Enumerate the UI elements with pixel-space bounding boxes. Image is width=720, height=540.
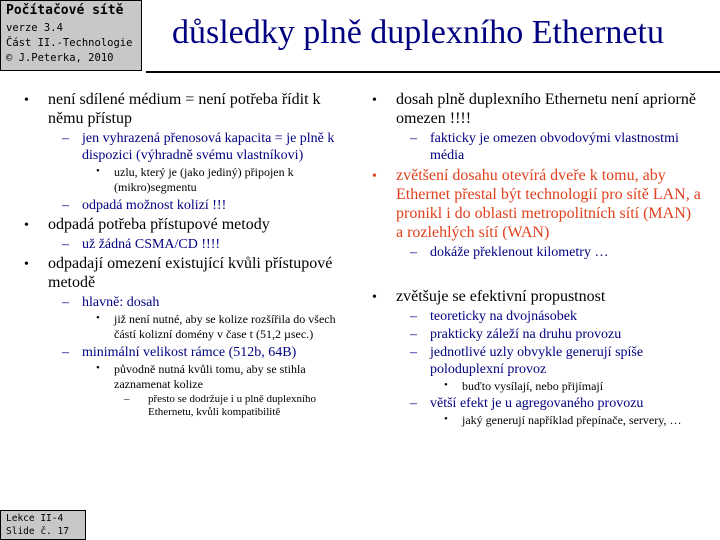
bullet-text: větší efekt je u agregovaného provozu xyxy=(430,396,644,411)
bullet-dash: – xyxy=(410,309,417,324)
list-item xyxy=(24,90,360,128)
part-label: Část II.-Technologie xyxy=(6,37,133,49)
list-item xyxy=(372,244,702,261)
bullet-dot: • xyxy=(444,413,448,425)
list-item xyxy=(372,90,702,128)
bullet-text: odpadají omezení existující kvůli přístupové metodě xyxy=(48,255,333,291)
list-item xyxy=(372,308,702,325)
bullet-dot: • xyxy=(372,290,377,305)
bullet-text: není sdílené médium = není potřeba řídit k němu přístup xyxy=(48,91,321,127)
bullet-dot: • xyxy=(96,165,100,177)
list-item xyxy=(24,312,360,342)
list-item xyxy=(24,165,360,195)
bullet-text: přesto se dodržuje i u plně duplexního Ethernetu, kvůli kompatibilitě xyxy=(148,393,317,418)
bullet-text: hlavně: dosah xyxy=(82,295,160,310)
bullet-text: již není nutné, aby se kolize rozšířila do všech částí kolizní domény v čase t (51,2 µsec.) xyxy=(114,312,336,341)
bullet-dash: – xyxy=(62,198,69,213)
list-item xyxy=(24,236,360,253)
list-item xyxy=(24,197,360,214)
bullet-dash: – xyxy=(410,131,417,146)
bullet-text: odpadá potřeba přístupové metody xyxy=(48,216,270,233)
list-item xyxy=(24,362,360,392)
bullet-dot: • xyxy=(372,93,377,108)
slide-title: důsledky plně duplexního Ethernetu xyxy=(172,14,664,51)
bullet-dot: • xyxy=(24,93,29,108)
bullet-text: jaký generují například přepínače, servery, … xyxy=(462,413,682,427)
list-item xyxy=(372,287,702,306)
list-item xyxy=(24,215,360,234)
slide-number: Slide č. 17 xyxy=(6,526,69,537)
bullet-dot: • xyxy=(96,362,100,374)
bullet-text: zvětšení dosahu otevírá dveře k tomu, aby Ethernet přestal být technologií pro sítě LAN, a pronikl i do oblasti metropolitních sítí (MAN) a rozlehlých sítí (WAN) xyxy=(396,167,701,241)
list-item xyxy=(372,344,702,378)
title-underline xyxy=(146,71,720,73)
bullet-dash: – xyxy=(124,393,130,405)
bullet-text: uzlu, který je (jako jediný) připojen k (mikro)segmentu xyxy=(114,165,294,194)
slide-footer-box xyxy=(0,510,86,540)
bullet-text: jen vyhrazená přenosová kapacita = je plně k dispozici (výhradně svému vlastníkovi) xyxy=(82,131,335,163)
left-column xyxy=(24,90,360,419)
list-item xyxy=(372,413,702,428)
list-item xyxy=(372,130,702,164)
list-item xyxy=(372,395,702,412)
author-label: © J.Peterka, 2010 xyxy=(6,52,114,64)
bullet-dash: – xyxy=(410,345,417,360)
bullet-dash: – xyxy=(410,396,417,411)
bullet-text: původně nutná kvůli tomu, aby se stihla zaznamenat kolize xyxy=(114,362,306,391)
lesson-label: Lekce II-4 xyxy=(6,513,64,524)
list-item xyxy=(24,130,360,164)
list-item xyxy=(24,344,360,361)
bullet-text: odpadá možnost kolizí !!! xyxy=(82,198,227,213)
bullet-dash: – xyxy=(62,345,69,360)
bullet-text: dosah plně duplexního Ethernetu není apriorně omezen !!!! xyxy=(396,91,696,127)
bullet-text: jednotlivé uzly obvykle generují spíše poloduplexní provoz xyxy=(430,345,644,377)
bullet-dot: • xyxy=(96,312,100,324)
bullet-text: teoreticky na dvojnásobek xyxy=(430,309,577,324)
bullet-dash: – xyxy=(62,237,69,252)
bullet-dot: • xyxy=(24,218,29,233)
bullet-text: fakticky je omezen obvodovými vlastnostmi média xyxy=(430,131,679,163)
bullet-dot: • xyxy=(444,379,448,391)
list-item xyxy=(24,393,360,419)
bullet-text: prakticky záleží na druhu provozu xyxy=(430,327,622,342)
list-item xyxy=(24,254,360,292)
bullet-text: dokáže překlenout kilometry … xyxy=(430,245,609,260)
list-item xyxy=(24,294,360,311)
bullet-dash: – xyxy=(410,245,417,260)
right-column xyxy=(372,90,702,429)
list-item xyxy=(372,326,702,343)
bullet-text: buďto vysílají, nebo přijímají xyxy=(462,379,604,393)
bullet-dash: – xyxy=(62,295,69,310)
bullet-text: zvětšuje se efektivní propustnost xyxy=(396,288,606,305)
bullet-text: minimální velikost rámce (512b, 64B) xyxy=(82,345,297,360)
bullet-dash: – xyxy=(62,131,69,146)
list-item xyxy=(372,379,702,394)
bullet-dot: • xyxy=(24,257,29,272)
version-label: verze 3.4 xyxy=(6,22,63,34)
bullet-dash: – xyxy=(410,327,417,342)
course-header-box xyxy=(0,0,142,71)
course-name: Počítačové sítě xyxy=(6,3,124,18)
bullet-text: už žádná CSMA/CD !!!! xyxy=(82,237,221,252)
list-item xyxy=(372,166,702,242)
bullet-dot: • xyxy=(372,169,377,184)
